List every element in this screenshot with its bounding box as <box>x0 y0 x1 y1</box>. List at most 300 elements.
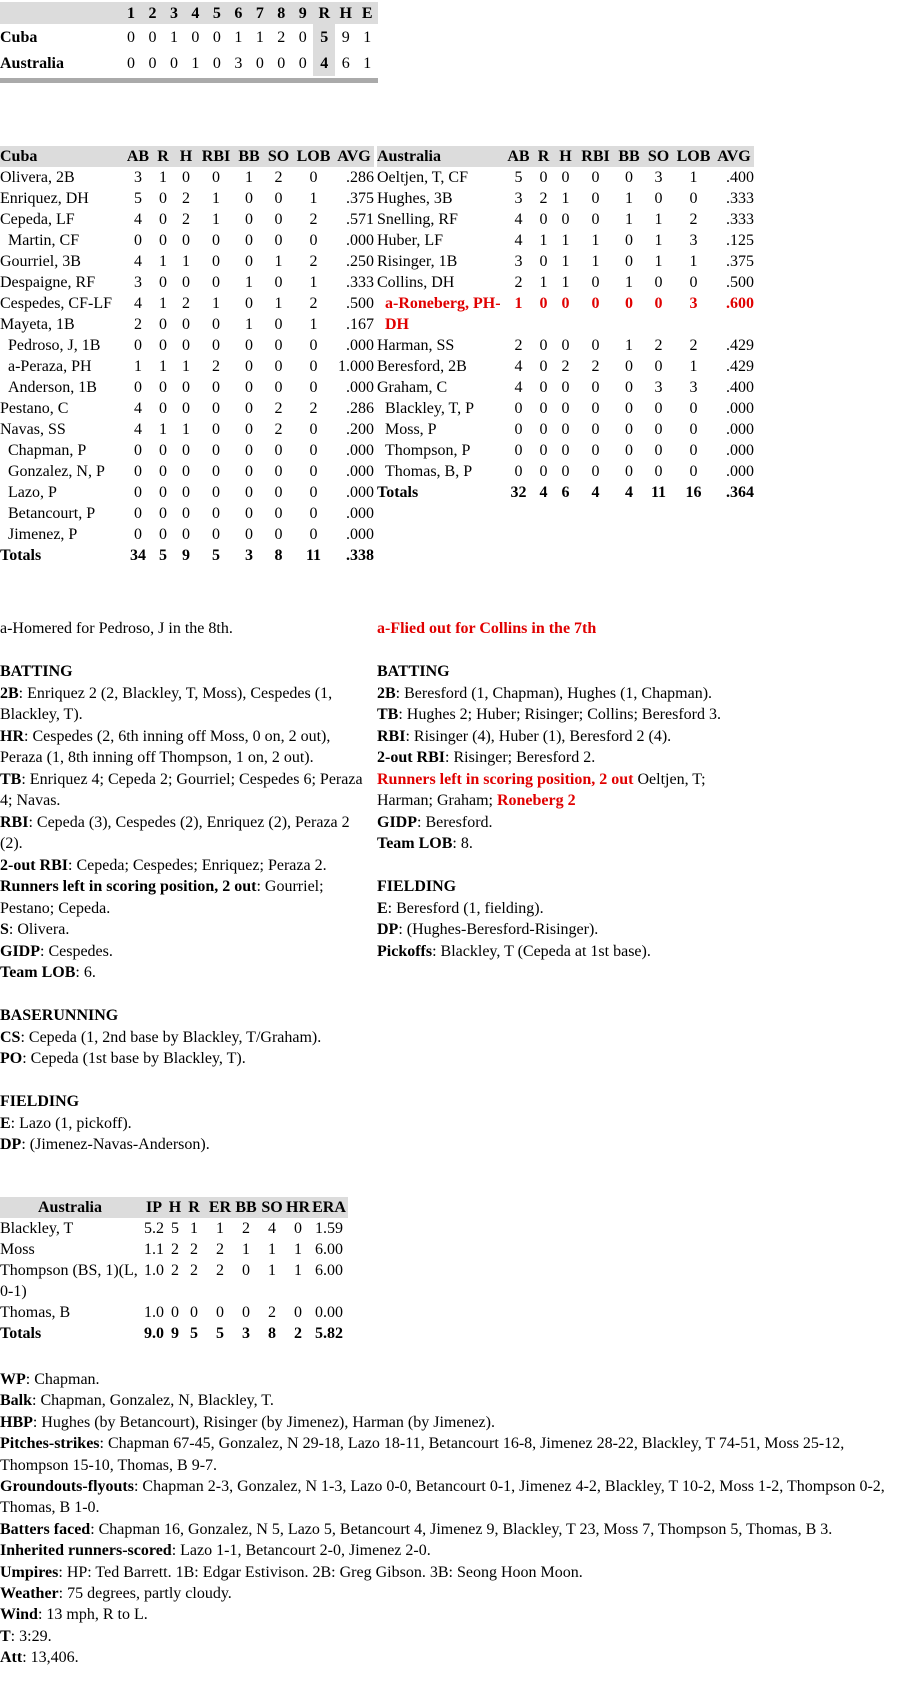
australia-batting-stat-cell: 0 <box>654 442 663 459</box>
australia-batting-row <box>377 209 754 230</box>
cuba-batting-stat-cell: 0 <box>274 505 283 522</box>
cuba-batting-stat-cell: 0 <box>212 526 220 543</box>
cuba-batting-stat-cell: 0 <box>309 379 318 396</box>
australia-batting-row <box>377 377 754 398</box>
cuba-batting-row <box>0 440 374 461</box>
cuba-batting-stat-cell: 0 <box>159 379 167 396</box>
cuba-batting-note-text: : Cepeda (3), Cespedes (2), Enriquez (2), Peraza 2 (2). <box>0 813 350 852</box>
australia-batting-stat-cell: .400 <box>726 169 754 186</box>
linescore-inning-cell: 0 <box>212 54 221 72</box>
australia-batting-stat-cell: 3 <box>514 253 523 270</box>
australia-batting-stat-cell: 1 <box>654 211 663 228</box>
linescore-inning-cell: 0 <box>148 54 157 72</box>
pitching-header-cell: ER <box>206 1197 234 1218</box>
cuba-batting-stat-cell: 0 <box>134 463 142 480</box>
cuba-batting-note-item <box>0 876 372 919</box>
cuba-batting-stat-cell: 0 <box>159 337 167 354</box>
australia-batting-stat-cell: .000 <box>726 400 754 417</box>
cuba-batting-note-item <box>0 962 372 984</box>
cuba-batting-stat-cell: 0 <box>309 463 318 480</box>
australia-batting-stat-cell: 0 <box>539 211 548 228</box>
cuba-batting-stat-cell: 0 <box>212 337 220 354</box>
cuba-batting-player-name: Despaigne, RF <box>0 274 96 291</box>
cuba-batting-stat-cell: 1 <box>159 358 167 375</box>
pitching-totals-cell: 3 <box>242 1325 250 1342</box>
linescore-inning-cell: 1 <box>169 28 178 46</box>
cuba-batting-row <box>0 272 374 293</box>
cuba-batting-stat-cell: 1 <box>182 253 190 270</box>
cuba-batting-stat-cell: 1 <box>309 190 318 207</box>
pitching-header-cell: SO <box>258 1197 286 1218</box>
australia-notes <box>377 618 757 962</box>
cuba-batting-stat-cell: 2 <box>274 169 283 186</box>
cuba-batting-stat-cell: 5 <box>134 190 142 207</box>
cuba-batting-stat-cell: 0 <box>159 400 167 417</box>
australia-batting-stat-cell: 0 <box>591 463 600 480</box>
australia-batting-stat-cell: .429 <box>726 337 754 354</box>
cuba-batting-note-text: : Gourriel; Pestano; Cepeda. <box>0 878 324 917</box>
cuba-batting-note-text: : Cepeda; Cespedes; Enriquez; Peraza 2. <box>68 856 327 874</box>
cuba-batting-stat-cell: 0 <box>309 442 318 459</box>
game-note-item <box>0 1540 910 1561</box>
cuba-batting-note-label: 2-out RBI <box>0 856 69 874</box>
cuba-batting-player-name: Pestano, C <box>0 400 69 417</box>
australia-batting-stat-cell: 0 <box>654 400 663 417</box>
linescore-row <box>0 24 378 50</box>
cuba-batting-stat-cell: 0 <box>245 463 253 480</box>
cuba-batting-note-item <box>0 769 372 812</box>
linescore-inning-cell: 1 <box>191 54 200 72</box>
game-note-item <box>0 1433 910 1476</box>
pitching-totals-cell: 9 <box>171 1325 179 1342</box>
cuba-batting-totals-cell: 5 <box>159 547 167 564</box>
australia-batting-note-text: : 8. <box>452 835 473 852</box>
cuba-batting-stat-cell: 0 <box>212 274 220 291</box>
cuba-batting-stat-cell: 1 <box>159 169 167 186</box>
australia-batting-stat-cell: 0 <box>689 274 698 291</box>
australia-batting-stat-cell: 0 <box>625 295 633 312</box>
australia-batting-totals-cell: 4 <box>625 484 633 501</box>
cuba-batting-row <box>0 461 374 482</box>
cuba-batting-player-name: Lazo, P <box>8 484 57 501</box>
cuba-batting-stat-cell: 0 <box>309 232 318 249</box>
australia-pitching-table <box>0 1197 348 1344</box>
cuba-batting-player-name: Martin, CF <box>8 232 80 249</box>
australia-batting-note-text: : Beresford (1, Chapman), Hughes (1, Chapman). <box>395 684 713 702</box>
pitching-totals-row <box>0 1323 348 1344</box>
cuba-batting-header-cell: BB <box>234 146 264 167</box>
australia-batting-stat-cell: 0 <box>689 190 698 207</box>
australia-batting-stat-cell: 1 <box>689 169 698 186</box>
australia-batting-stat-cell: .333 <box>726 190 754 207</box>
cuba-baserunning-note-text: : Cepeda (1, 2nd base by Blackley, T/Graham). <box>20 1028 322 1046</box>
australia-batting-stat-cell: 0 <box>561 169 570 186</box>
cuba-batting-header-cell: Cuba <box>0 146 124 167</box>
linescore-inning-cell: 0 <box>191 28 200 46</box>
australia-batting-stat-cell: 0 <box>561 463 570 480</box>
linescore-header-cell: 9 <box>292 2 313 24</box>
pitching-stat-cell: 5.2 <box>144 1220 164 1237</box>
australia-batting-stat-cell: 2 <box>689 211 698 228</box>
cuba-batting-player-name: Betancourt, P <box>8 505 96 522</box>
pitcher-name: Thompson (BS, 1)(L, 0-1) <box>0 1262 138 1300</box>
cuba-batting-stat-cell: 0 <box>274 316 283 333</box>
australia-fielding-note-item <box>377 919 757 941</box>
australia-batting-note-text: : Risinger; Beresford 2. <box>445 749 596 766</box>
australia-risp-label: Runners left in scoring position, 2 out <box>377 770 634 788</box>
australia-batting-stat-cell: 0 <box>561 379 570 396</box>
linescore-header-cell: 1 <box>120 2 141 24</box>
cuba-batting-stat-cell: 0 <box>134 505 142 522</box>
australia-batting-stat-cell: 0 <box>654 190 663 207</box>
cuba-batting-note-label: TB <box>0 770 22 788</box>
pitching-header-cell: HR <box>286 1199 310 1216</box>
cuba-baserunning-note-text: : Cepeda (1st base by Blackley, T). <box>22 1050 246 1067</box>
australia-batting-stat-cell: 0 <box>591 211 600 228</box>
australia-batting-stat-cell: 1 <box>625 337 633 354</box>
australia-batting-stat-cell: 1 <box>654 253 663 270</box>
cuba-batting-stat-cell: 1 <box>245 316 253 333</box>
linescore-header-cell: 4 <box>185 2 206 24</box>
cuba-fielding-note-label: E <box>0 1114 11 1132</box>
cuba-batting-stat-cell: 0 <box>159 232 167 249</box>
pitching-row <box>0 1260 348 1302</box>
australia-batting-stat-cell: 0 <box>561 421 570 438</box>
cuba-batting-row <box>0 503 374 524</box>
cuba-batting-stat-cell: 0 <box>245 253 253 270</box>
australia-batting-stat-cell: 2 <box>591 358 600 375</box>
cuba-batting-stat-cell: 0 <box>212 421 220 438</box>
cuba-batting-row <box>0 482 374 503</box>
australia-batting-stat-cell: 0 <box>654 358 663 375</box>
cuba-batting-stat-cell: 0 <box>182 505 190 522</box>
australia-batting-stat-cell: 0 <box>539 421 548 438</box>
cuba-batting-player-name: Cepeda, LF <box>0 211 75 228</box>
cuba-batting-row <box>0 398 374 419</box>
australia-batting-note-label: RBI <box>377 727 406 745</box>
game-note-item <box>0 1412 910 1433</box>
australia-batting-note-item <box>377 726 757 748</box>
game-note-label: Wind <box>0 1606 38 1624</box>
australia-batting-stat-cell: 0 <box>625 169 633 186</box>
australia-batting-stat-cell: 5 <box>514 169 523 186</box>
australia-fielding-note-label: E <box>377 899 388 917</box>
australia-batting-header-cell: AVG <box>714 146 754 167</box>
australia-fielding-note-label: DP <box>377 921 399 938</box>
australia-batting-note-item <box>377 683 757 705</box>
game-note-text: : Chapman, Gonzalez, N, Blackley, T. <box>32 1392 274 1410</box>
australia-batting-stat-cell: 3 <box>654 169 663 186</box>
cuba-batting-player-name: Jimenez, P <box>8 526 78 543</box>
cuba-batting-note-item <box>0 683 372 726</box>
cuba-batting-totals-cell: Totals <box>0 547 42 564</box>
cuba-batting-header-cell: LOB <box>293 146 334 167</box>
cuba-batting-note-item <box>0 941 372 963</box>
australia-batting-stat-cell: 0 <box>539 442 548 459</box>
cuba-batting-stat-cell: 0 <box>274 463 283 480</box>
cuba-batting-totals-row <box>0 545 374 566</box>
pitching-stat-cell: 0 <box>242 1262 250 1279</box>
australia-fielding-note-text: : Beresford (1, fielding). <box>387 899 544 917</box>
cuba-batting-stat-cell: 1 <box>212 190 220 207</box>
australia-batting-row <box>377 461 754 482</box>
pitching-stat-cell: 2 <box>171 1262 179 1279</box>
linescore-header-cell: R <box>313 2 334 24</box>
australia-batting-stat-cell: 0 <box>625 358 633 375</box>
cuba-baserunning-note-label: CS <box>0 1028 21 1046</box>
cuba-batting-note-item <box>0 812 372 855</box>
cuba-batting-stat-cell: 0 <box>274 379 283 396</box>
pitching-row <box>0 1218 348 1239</box>
australia-batting-player-name: Risinger, 1B <box>377 253 458 270</box>
australia-batting-stat-cell: 1 <box>561 274 570 291</box>
australia-batting-note-label: 2B <box>377 684 396 702</box>
cuba-baserunning-title: BASERUNNING <box>0 1007 119 1024</box>
cuba-fielding-note-item <box>0 1113 372 1135</box>
cuba-batting-stat-cell: 0 <box>134 232 142 249</box>
australia-batting-title: BATTING <box>377 663 450 680</box>
linescore-divider <box>0 78 378 83</box>
cuba-baserunning-note-item <box>0 1048 372 1070</box>
australia-batting-note-text: : Risinger (4), Huber (1), Beresford 2 (4). <box>405 727 672 745</box>
linescore-errors: 1 <box>363 28 372 46</box>
australia-batting-stat-cell: 1 <box>539 232 548 249</box>
australia-batting-stat-cell: 3 <box>654 379 663 396</box>
cuba-batting-stat-cell: 1 <box>309 316 318 333</box>
cuba-batting-totals-cell: 5 <box>212 547 220 564</box>
australia-batting-stat-cell: 0 <box>591 400 600 417</box>
cuba-batting-stat-cell: .000 <box>346 232 374 249</box>
cuba-batting-stat-cell: 1 <box>309 274 318 291</box>
cuba-batting-player-name: Chapman, P <box>8 442 87 459</box>
cuba-batting-stat-cell: 0 <box>134 526 142 543</box>
cuba-batting-stat-cell: 0 <box>182 337 190 354</box>
cuba-batting-row <box>0 419 374 440</box>
australia-batting-stat-cell: 3 <box>689 232 698 249</box>
cuba-batting-stat-cell: .375 <box>346 190 374 207</box>
australia-batting-player-name: Thomas, B, P <box>385 463 473 480</box>
cuba-batting-stat-cell: 0 <box>245 400 253 417</box>
australia-risp <box>377 769 757 812</box>
australia-batting-row <box>377 272 754 293</box>
cuba-batting-totals-cell: .338 <box>346 547 374 564</box>
pitching-totals-cell: 2 <box>294 1325 302 1342</box>
pitching-stat-cell: 1 <box>242 1241 250 1258</box>
australia-batting-row <box>377 440 754 461</box>
australia-batting-note-text: : Beresford. <box>417 813 493 831</box>
game-note-label: Balk <box>0 1392 33 1410</box>
australia-batting-stat-cell: 4 <box>514 211 523 228</box>
cuba-batting-stat-cell: 2 <box>309 253 318 270</box>
cuba-batting-header-cell: AVG <box>334 146 374 167</box>
cuba-batting-note-item <box>0 919 372 941</box>
cuba-batting-stat-cell: 0 <box>274 337 283 354</box>
australia-batting-stat-cell: 3 <box>689 295 698 312</box>
cuba-batting-player-name: Olivera, 2B <box>0 169 75 186</box>
australia-batting-note-label: GIDP <box>377 813 417 831</box>
australia-batting-stat-cell: .000 <box>726 463 754 480</box>
cuba-batting-note-item <box>0 855 372 877</box>
cuba-batting-stat-cell: 0 <box>245 190 253 207</box>
australia-batting-stat-cell: 0 <box>625 442 633 459</box>
cuba-batting-totals-cell: 34 <box>130 547 146 564</box>
game-note-item <box>0 1583 910 1604</box>
cuba-batting-player-name: Cespedes, CF-LF <box>0 295 112 312</box>
australia-batting-stat-cell: 0 <box>625 253 633 270</box>
cuba-batting-stat-cell: 0 <box>245 442 253 459</box>
australia-batting-stat-cell: 2 <box>654 337 663 354</box>
australia-batting-stat-cell: 0 <box>689 442 698 459</box>
cuba-batting-stat-cell: 1 <box>159 295 167 312</box>
cuba-batting-stat-cell: .000 <box>346 442 374 459</box>
cuba-batting-stat-cell: 1 <box>274 295 283 312</box>
pitching-stat-cell: 0 <box>190 1304 198 1321</box>
cuba-batting-stat-cell: .286 <box>346 169 374 186</box>
cuba-batting-stat-cell: 1.000 <box>338 358 374 375</box>
pitching-stat-cell: 2 <box>216 1241 224 1258</box>
cuba-batting-stat-cell: 0 <box>309 484 318 501</box>
cuba-batting-stat-cell: 2 <box>212 358 220 375</box>
pitching-stat-cell: 1.0 <box>144 1262 164 1279</box>
australia-batting-stat-cell: 2 <box>514 337 523 354</box>
linescore-inning-cell: 0 <box>169 54 178 72</box>
pitching-header-cell: ERA <box>310 1197 348 1218</box>
cuba-batting-header-cell: R <box>152 146 174 167</box>
australia-batting-stat-cell: .000 <box>726 421 754 438</box>
cuba-fielding-title: FIELDING <box>0 1093 80 1110</box>
linescore-inning-cell: 1 <box>234 28 243 46</box>
australia-batting-row <box>377 230 754 251</box>
cuba-baserunning-note-label: PO <box>0 1050 23 1067</box>
cuba-batting-stat-cell: .250 <box>346 253 374 270</box>
australia-batting-stat-cell: 0 <box>689 400 698 417</box>
australia-batting-stat-cell: 1 <box>689 253 698 270</box>
game-note-item <box>0 1390 910 1411</box>
cuba-batting-row <box>0 251 374 272</box>
australia-batting-stat-cell: 2 <box>514 274 523 291</box>
linescore-header-cell: 8 <box>271 2 292 24</box>
cuba-batting-stat-cell: 0 <box>274 526 283 543</box>
australia-batting-header-cell: RBI <box>577 146 614 167</box>
cuba-batting-stat-cell: 0 <box>182 526 190 543</box>
cuba-batting-stat-cell: 1 <box>245 169 253 186</box>
australia-batting-table <box>377 146 754 503</box>
australia-batting-player-name: Beresford, 2B <box>377 358 467 375</box>
cuba-batting-stat-cell: 0 <box>134 442 142 459</box>
linescore-hits: 6 <box>341 54 350 72</box>
australia-batting-stat-cell: 0 <box>591 442 600 459</box>
australia-batting-stat-cell: 0 <box>514 463 523 480</box>
australia-batting-stat-cell: 0 <box>514 400 523 417</box>
australia-batting-stat-cell: 1 <box>625 190 633 207</box>
cuba-batting-stat-cell: 0 <box>182 274 190 291</box>
australia-batting-stat-cell: .125 <box>726 232 754 249</box>
australia-fielding-title: FIELDING <box>377 878 457 895</box>
australia-batting-stat-cell: 1 <box>689 358 698 375</box>
australia-batting-player-name: Collins, DH <box>377 274 455 291</box>
australia-batting-stat-cell: 3 <box>689 379 698 396</box>
cuba-batting-stat-cell: 3 <box>134 274 142 291</box>
australia-fielding-note-text: : Blackley, T (Cepeda at 1st base). <box>432 942 651 960</box>
australia-batting-stat-cell: 1 <box>654 232 663 249</box>
game-note-item <box>0 1626 910 1647</box>
cuba-batting-stat-cell: 1 <box>182 421 190 438</box>
cuba-batting-stat-cell: 0 <box>245 211 253 228</box>
linescore-header-cell <box>0 2 120 24</box>
cuba-batting-stat-cell: 0 <box>309 526 318 543</box>
australia-batting-note-label: 2-out RBI <box>377 749 446 766</box>
pitching-stat-cell: 0 <box>242 1304 250 1321</box>
cuba-batting-stat-cell: 0 <box>134 379 142 396</box>
linescore-inning-cell: 0 <box>127 28 135 46</box>
australia-batting-player-name: a-Roneberg, PH-DH <box>385 295 501 333</box>
australia-batting-header-cell: LOB <box>673 146 714 167</box>
cuba-batting-stat-cell: .286 <box>346 400 374 417</box>
pitching-stat-cell: 2 <box>268 1304 276 1321</box>
australia-batting-stat-cell: 0 <box>591 274 600 291</box>
cuba-batting-player-name: Navas, SS <box>0 421 66 438</box>
cuba-batting-stat-cell: 0 <box>159 505 167 522</box>
linescore-errors: 1 <box>363 54 372 72</box>
cuba-batting-row <box>0 209 374 230</box>
cuba-batting-stat-cell: 1 <box>134 358 142 375</box>
cuba-batting-note-text: : Olivera. <box>8 921 70 938</box>
pitching-stat-cell: 2 <box>190 1262 198 1279</box>
pitching-stat-cell: 6.00 <box>315 1262 343 1279</box>
cuba-batting-player-name: Pedroso, J, 1B <box>8 337 101 354</box>
cuba-batting-title: BATTING <box>0 663 73 680</box>
australia-fielding-note-item <box>377 898 757 920</box>
cuba-batting-totals-cell: 9 <box>182 547 190 564</box>
cuba-batting-stat-cell: 0 <box>182 400 190 417</box>
australia-batting-totals-cell: .364 <box>726 484 754 501</box>
cuba-batting-stat-cell: 0 <box>159 442 167 459</box>
pitching-stat-cell: 0 <box>294 1220 302 1237</box>
australia-batting-stat-cell: .000 <box>726 442 754 459</box>
pitching-header-cell: BB <box>235 1199 257 1216</box>
cuba-batting-note-text: : Cespedes (2, 6th inning off Moss, 0 on, 2 out), Peraza (1, 8th inning off Thompson, 1 on, 2 out). <box>0 727 331 766</box>
cuba-batting-stat-cell: 2 <box>182 190 190 207</box>
australia-batting-player-name: Moss, P <box>385 421 437 438</box>
cuba-batting-player-name: Anderson, 1B <box>8 379 97 396</box>
australia-batting-totals-cell: 32 <box>510 484 527 501</box>
cuba-batting-note-label: 2B <box>0 684 19 702</box>
cuba-batting-stat-cell: 0 <box>212 379 220 396</box>
pitching-stat-cell: 2 <box>242 1220 250 1237</box>
australia-batting-totals-cell: 6 <box>561 484 570 501</box>
pitching-stat-cell: 0 <box>294 1304 302 1321</box>
linescore-header-row <box>0 2 378 24</box>
australia-risp-text: Oeltjen, T; Harman; Graham; <box>377 770 706 809</box>
cuba-batting-stat-cell: 1 <box>274 253 283 270</box>
cuba-batting-stat-cell: 0 <box>182 442 190 459</box>
cuba-batting-stat-cell: 4 <box>134 253 142 270</box>
linescore-inning-cell: 1 <box>255 28 264 46</box>
cuba-fielding-note-text: : (Jimenez-Navas-Anderson). <box>21 1136 210 1153</box>
australia-batting-stat-cell: 4 <box>514 358 523 375</box>
cuba-batting-stat-cell: 4 <box>134 295 142 312</box>
cuba-baserunning-note-item <box>0 1027 372 1049</box>
linescore-hits: 9 <box>341 28 350 46</box>
game-note-text: : 13,406. <box>22 1649 79 1667</box>
linescore-header-cell: 5 <box>206 2 227 24</box>
cuba-batting-stat-cell: 0 <box>245 379 253 396</box>
australia-batting-stat-cell: 2 <box>539 190 548 207</box>
pitching-header-cell: IP <box>140 1197 168 1218</box>
australia-batting-stat-cell: 0 <box>625 232 633 249</box>
australia-batting-note-text: : Hughes 2; Huber; Risinger; Collins; Beresford 3. <box>398 706 721 723</box>
cuba-batting-row <box>0 356 374 377</box>
